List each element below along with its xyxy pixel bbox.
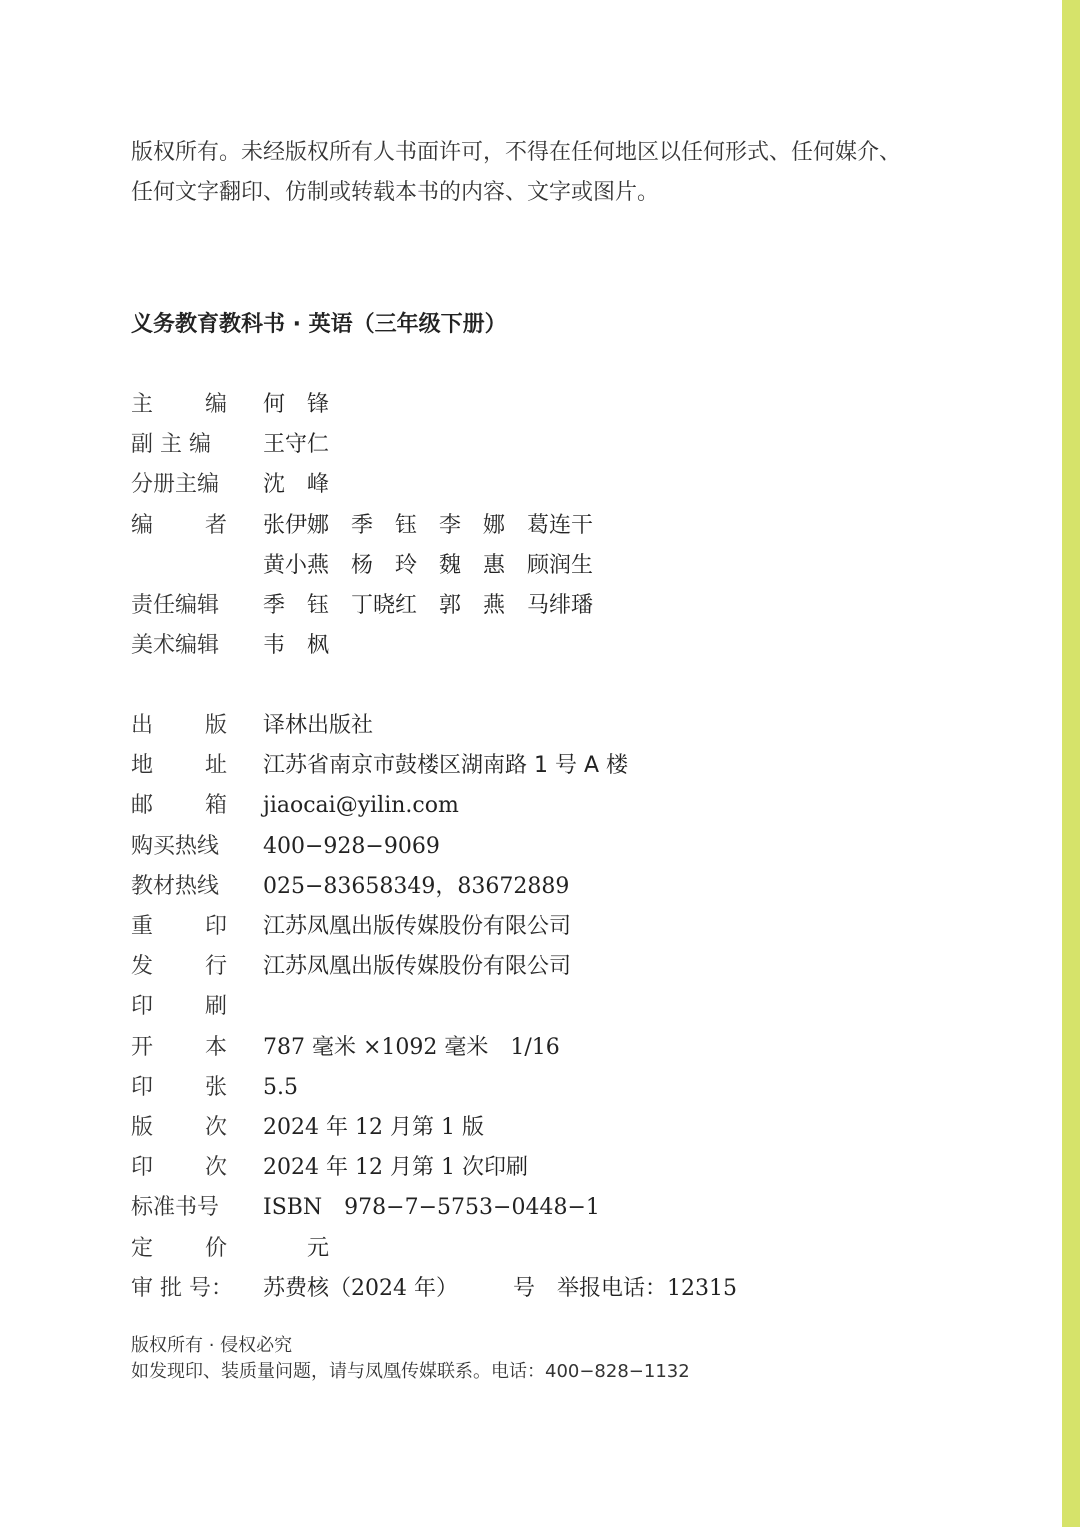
field-value: 苏费核（2024 年） 号 举报电话：12315	[263, 1275, 737, 1301]
field-label: 审 批 号：	[131, 1275, 233, 1301]
accent-stripe	[1062, 0, 1080, 1527]
field-label: 出 版	[131, 713, 227, 738]
field-value: 787 毫米 ×1092 毫米 1/16	[263, 1034, 560, 1060]
field-label: 地 址	[131, 753, 227, 779]
field-value: 沈 峰	[263, 472, 330, 498]
field-label: 购买热线	[131, 833, 220, 859]
field-label: 标准书号	[131, 1195, 220, 1221]
field-label: 邮 箱	[131, 793, 227, 819]
field-value: 何 锋	[263, 392, 330, 417]
field-value: 元	[263, 1235, 330, 1261]
field-label: 开 本	[131, 1034, 227, 1060]
field-value: 王守仁	[263, 432, 330, 458]
field-value: 江苏凤凰出版传媒股份有限公司	[263, 914, 572, 939]
field-value: 季 钰 丁晓红 郭 燕 马绯璠	[263, 593, 594, 618]
field-value: 江苏凤凰出版传媒股份有限公司	[263, 954, 572, 980]
field-value: 译林出版社	[263, 713, 374, 738]
footer-line-2: 如发现印、装质量问题，请与凤凰传媒联系。电话：400−828−1132	[131, 1361, 690, 1382]
field-label: 责任编辑	[131, 593, 220, 618]
field-value: 2024 年 12 月第 1 版	[263, 1115, 484, 1140]
field-label: 分册主编	[131, 472, 220, 498]
field-label: 美术编辑	[131, 633, 220, 659]
field-value: 025−83658349，83672889	[263, 873, 570, 899]
field-value: 张伊娜 季 钰 李 娜 葛连干	[263, 512, 594, 538]
field-label: 定 价	[131, 1235, 227, 1261]
field-label: 印 刷	[131, 994, 227, 1020]
field-value[interactable]: jiaocai@yilin.com	[263, 793, 459, 819]
field-label: 主 编	[131, 392, 227, 417]
footer	[131, 1333, 690, 1385]
notice-line-1: 版权所有。未经版权所有人书面许可，不得在任何地区以任何形式、任何媒介、	[131, 140, 902, 165]
field-value: 2024 年 12 月第 1 次印刷	[263, 1155, 528, 1181]
field-value: 江苏省南京市鼓楼区湖南路 1 号 A 楼	[263, 753, 629, 779]
notice-line-2: 任何文字翻印、仿制或转载本书的内容、文字或图片。	[131, 180, 660, 205]
footer-line-1: 版权所有 · 侵权必究	[131, 1335, 293, 1356]
field-label: 印 次	[131, 1155, 227, 1181]
field-value: 黄小燕 杨 玲 魏 惠 顾润生	[263, 552, 594, 578]
field-label: 编 者	[131, 512, 227, 538]
field-value: ISBN 978−7−5753−0448−1	[263, 1195, 600, 1221]
field-label: 重 印	[131, 914, 227, 939]
field-value: 韦 枫	[263, 633, 330, 659]
field-label: 发 行	[131, 954, 227, 980]
field-value: 5.5	[263, 1074, 298, 1100]
field-label: 印 张	[131, 1074, 227, 1100]
field-label: 副 主 编	[131, 432, 211, 458]
copyright-notice	[131, 133, 961, 213]
field-label: 教材热线	[131, 873, 220, 899]
field-value: 400−928−9069	[263, 833, 440, 859]
book-title: 义务教育教科书 · 英语（三年级下册）	[131, 312, 507, 337]
field-label: 版 次	[131, 1115, 227, 1140]
